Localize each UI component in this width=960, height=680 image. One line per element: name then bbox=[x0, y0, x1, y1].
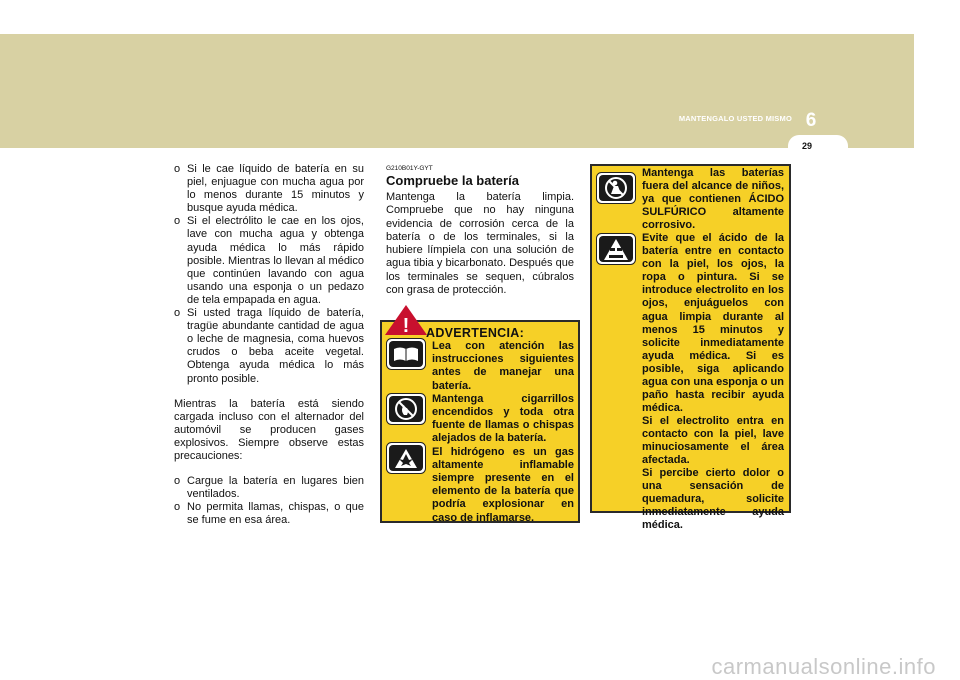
bullet: o bbox=[174, 163, 181, 175]
warning-line: El hidrógeno es un gas altamente inflamable siempre presente en el elemento de la batería que podría explosionar en caso de inflamarse. bbox=[432, 445, 574, 524]
explosion-warning-icon bbox=[386, 442, 426, 474]
warning-text-acid bbox=[642, 167, 784, 532]
header-band bbox=[0, 34, 914, 148]
list-item-text: Si le cae líquido de batería en su piel, enjuague con mucha agua por lo menos durante 15 minutos y busque ayuda médica. bbox=[187, 163, 364, 215]
bullet: o bbox=[174, 307, 181, 320]
list-item bbox=[174, 215, 364, 307]
watermark: carmanualsonline.info bbox=[711, 654, 936, 679]
list-item-text: Si el electrólito le cae en los ojos, lave con mucha agua y obtenga ayuda médica lo más rápido posible. Mientras lo llevan al médico que continúen lavando con agua usando una esponja o un pedazo de tela empapada en agua. bbox=[187, 215, 364, 306]
column-1 bbox=[174, 163, 364, 527]
warning-line: Si percibe cierto dolor o una sensación de quemadura, solicite inmediatamente ayuda médica. bbox=[642, 467, 784, 532]
bullet: o bbox=[174, 501, 181, 514]
read-manual-icon bbox=[386, 338, 426, 370]
list-item-text: No permita llamas, chispas, o que se fume en esa área. bbox=[187, 501, 364, 527]
list-item-text: Cargue la batería en lugares bien ventilados. bbox=[187, 475, 364, 501]
warning-line: Si el electrolito entra en contacto con la piel, lave minuciosamente el área afectada. bbox=[642, 414, 784, 467]
bullet: o bbox=[174, 215, 181, 228]
warning-title: ADVERTENCIA: bbox=[426, 326, 525, 340]
warning-line: Evite que el ácido de la batería entre en contacto con la piel, los ojos, la ropa o pintura. Si se introduce electrolito en los ojos, enjuáguelos con agua limpia durante al menos 15 minutos y solicite inmediatamente ayuda médica. Si es posible, siga aplicando agua con una esponja o un paño hasta recibir ayuda médica. bbox=[642, 232, 784, 414]
warning-line: Lea con atención las instrucciones siguientes antes de manejar una batería. bbox=[432, 340, 574, 392]
page-number: 29 bbox=[801, 141, 812, 151]
chapter-title: MANTENGALO USTED MISMO bbox=[678, 114, 792, 123]
warning-line: Mantenga las baterías fuera del alcance de niños, ya que contienen ÁCIDO SULFÚRICO altamente corrosivo. bbox=[642, 167, 784, 232]
keep-from-children-icon bbox=[596, 172, 636, 204]
section-body: Mantenga la batería limpia. Compruebe que no hay ninguna evidencia de corrosión cerca de la batería o de los terminales, si la hubiere límpiela con una solución de agua tibia y bicarbonato. Después que los terminales se sequen, cúbralos con grasa de protección. bbox=[386, 191, 574, 297]
corrosive-acid-icon bbox=[596, 233, 636, 265]
list-item bbox=[174, 475, 364, 501]
section-code: G210B01Y-GYT bbox=[386, 165, 433, 172]
section-title: Compruebe la batería bbox=[386, 173, 519, 188]
warning-line: Mantenga cigarrillos encendidos y toda otra fuente de llamas o chispas alejados de la batería. bbox=[432, 392, 574, 445]
chapter-number: 6 bbox=[805, 110, 817, 131]
list-item bbox=[174, 307, 364, 386]
column-2 bbox=[386, 165, 574, 297]
list-item-text: Si usted traga líquido de batería, tragüe abundante cantidad de agua o leche de magnesia, coma huevos crudos o beba aceite vegetal. Obtenga ayuda médica lo más pronto posible. bbox=[187, 307, 364, 385]
no-flame-icon bbox=[386, 393, 426, 425]
charging-paragraph: Mientras la batería está siendo cargada incluso con el alternador del automóvil se producen gases explosivos. Siempre observe estas precauciones: bbox=[174, 397, 364, 462]
bullet: o bbox=[174, 475, 181, 488]
warning-symbol: ! bbox=[402, 315, 410, 336]
list-item bbox=[174, 501, 364, 527]
warning-triangle-icon bbox=[384, 304, 428, 336]
list-item bbox=[174, 163, 364, 215]
warning-text bbox=[432, 340, 574, 525]
